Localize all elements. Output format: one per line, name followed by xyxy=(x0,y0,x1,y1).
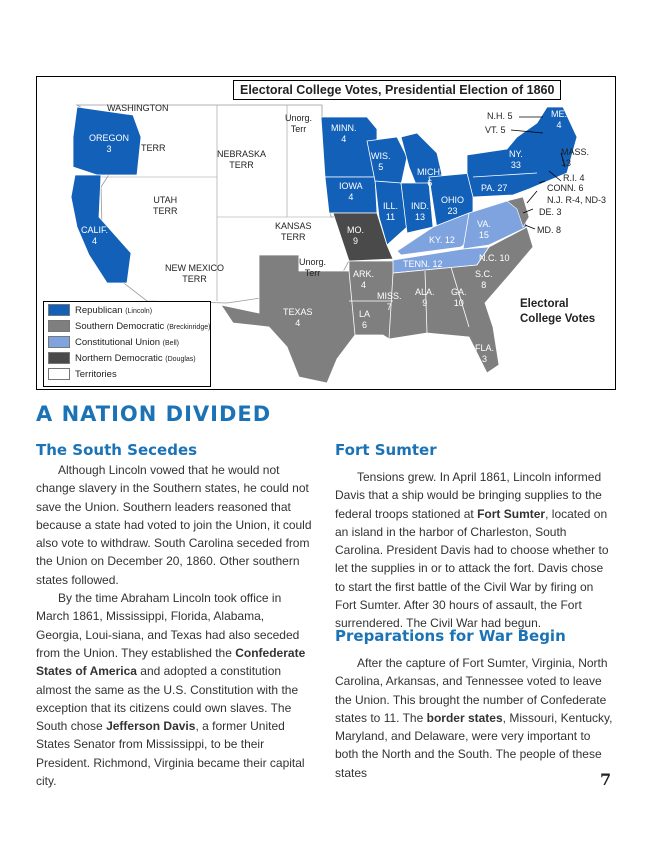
label-ark: ARK. 4 xyxy=(353,269,375,290)
label-mo: MO. 9 xyxy=(347,225,364,246)
map-legend xyxy=(43,301,211,387)
page-heading: A NATION DIVIDED xyxy=(36,402,272,426)
label-nh: N.H. 5 xyxy=(487,111,513,121)
label-wis: WIS. 5 xyxy=(371,151,391,172)
label-nc: N.C. 10 xyxy=(479,253,510,263)
section-heading-fort-sumter: Fort Sumter xyxy=(335,441,437,459)
label-va: VA. 15 xyxy=(477,219,491,240)
label-la: LA 6 xyxy=(359,309,371,330)
legend-swatch xyxy=(48,320,70,332)
label-vt: VT. 5 xyxy=(485,125,506,135)
map-title: Electoral College Votes, Presidential Election of 1860 xyxy=(233,80,561,100)
label-utah: UTAH TERR xyxy=(153,195,178,216)
legend-territories: Territories xyxy=(48,368,117,382)
label-oregon: OREGON 3 xyxy=(89,133,130,154)
label-ill: ILL. 11 xyxy=(383,201,399,222)
paragraph: After the capture of Fort Sumter, Virginia, North Carolina, Arkansas, and Tennessee voted to leave the Union. This brought the number of Confederate states to 11. The border states, Missouri, Kentucky, Maryland, and Delaware, were very important to both the North and the South. The people of these states xyxy=(335,656,613,780)
electoral-college-votes-caption: Electoral College Votes xyxy=(520,298,596,325)
label-miss: MISS. 7 xyxy=(377,291,402,312)
legend-swatch xyxy=(48,368,70,380)
label-tenn: TENN. 12 xyxy=(403,259,443,269)
label-unorg-south: Unorg. Terr xyxy=(299,257,327,278)
right-column-text-1 xyxy=(335,468,615,633)
label-kansas: KANSAS TERR xyxy=(275,221,312,242)
label-mass: MASS. 13 xyxy=(561,147,590,168)
label-iowa: IOWA 4 xyxy=(339,181,363,202)
label-conn: CONN. 6 xyxy=(547,183,584,193)
paragraph: Although Lincoln vowed that he would not change slavery in the Southern states, he could not save the Union. Southern leaders reasoned that because a state had voted to join the Union, it could also vote to withdraw. South Carolina seceded from the Union on December 20, 1860. Other southern states followed. xyxy=(36,463,312,587)
label-me: ME. 4 xyxy=(551,109,568,130)
label-minn: MINN. 4 xyxy=(331,123,357,144)
paragraph: By the time Abraham Lincoln took office in March 1861, Mississippi, Florida, Alabama, Georgia, Loui-siana, and Texas had also seceded from the Union. They established the Confederate States of America and adopted a constitution almost the same as the U.S. Constitution with the exception that its citizens could own slaves. The South chose Jefferson Davis, a former United States Senator from Mississippi, to be their President. Richmond, Virginia became their capital city. xyxy=(36,591,306,789)
label-ind: IND. 13 xyxy=(411,201,429,222)
label-ala: ALA. 9 xyxy=(415,287,435,308)
label-nebraska: NEBRASKA TERR xyxy=(217,149,267,170)
label-ri: R.I. 4 xyxy=(563,173,585,183)
label-mich: MICH. 6 xyxy=(417,167,443,188)
legend-swatch xyxy=(48,352,70,364)
section-heading-preparations: Preparations for War Begin xyxy=(335,627,566,645)
label-ga: GA. 10 xyxy=(451,287,467,308)
legend-swatch xyxy=(48,336,70,348)
label-calif: CALIF. 4 xyxy=(81,225,109,246)
label-ny: NY. 33 xyxy=(509,149,523,170)
legend-southern-democratic: Southern Democratic (Breckinridge) xyxy=(48,320,210,334)
section-heading-south-secedes: The South Secedes xyxy=(36,441,198,459)
right-column-text-2 xyxy=(335,654,615,782)
legend-northern-democratic: Northern Democratic (Douglas) xyxy=(48,352,196,366)
page-number: 7 xyxy=(600,770,612,789)
label-de: DE. 3 xyxy=(539,207,562,217)
paragraph: Tensions grew. In April 1861, Lincoln informed Davis that a ship would be bringing supplies to the federal troops stationed at Fort Sumter, located on an island in the harbor of Charleston, South Carolina. President Davis had to choose whether to let the supplies in or to attack the fort. Davis chose to start the first battle of the Civil War by firing on Fort Sumter. After 30 hours of assault, the Fort surrendered. The Civil War had begun. xyxy=(335,470,609,631)
label-texas: TEXAS 4 xyxy=(283,307,313,328)
label-newmexico: NEW MEXICO TERR xyxy=(165,263,225,284)
label-ohio: OHIO 23 xyxy=(441,195,465,216)
legend-constitutional-union: Constitutional Union (Bell) xyxy=(48,336,179,350)
label-washington-terr: TERR xyxy=(141,143,166,153)
label-pa: PA. 27 xyxy=(481,183,508,193)
label-ky: KY. 12 xyxy=(429,235,455,245)
label-washington: WASHINGTON xyxy=(107,103,169,113)
legend-swatch xyxy=(48,304,70,316)
label-nj: N.J. R-4, ND-3 xyxy=(547,195,607,205)
legend-republican: Republican (Lincoln) xyxy=(48,304,152,318)
label-fla: FLA. 3 xyxy=(475,343,495,364)
left-column-text xyxy=(36,461,313,790)
election-map xyxy=(36,76,616,390)
label-unorg-north: Unorg. Terr xyxy=(285,113,313,134)
label-md: MD. 8 xyxy=(537,225,562,235)
label-sc: S.C. 8 xyxy=(475,269,493,290)
